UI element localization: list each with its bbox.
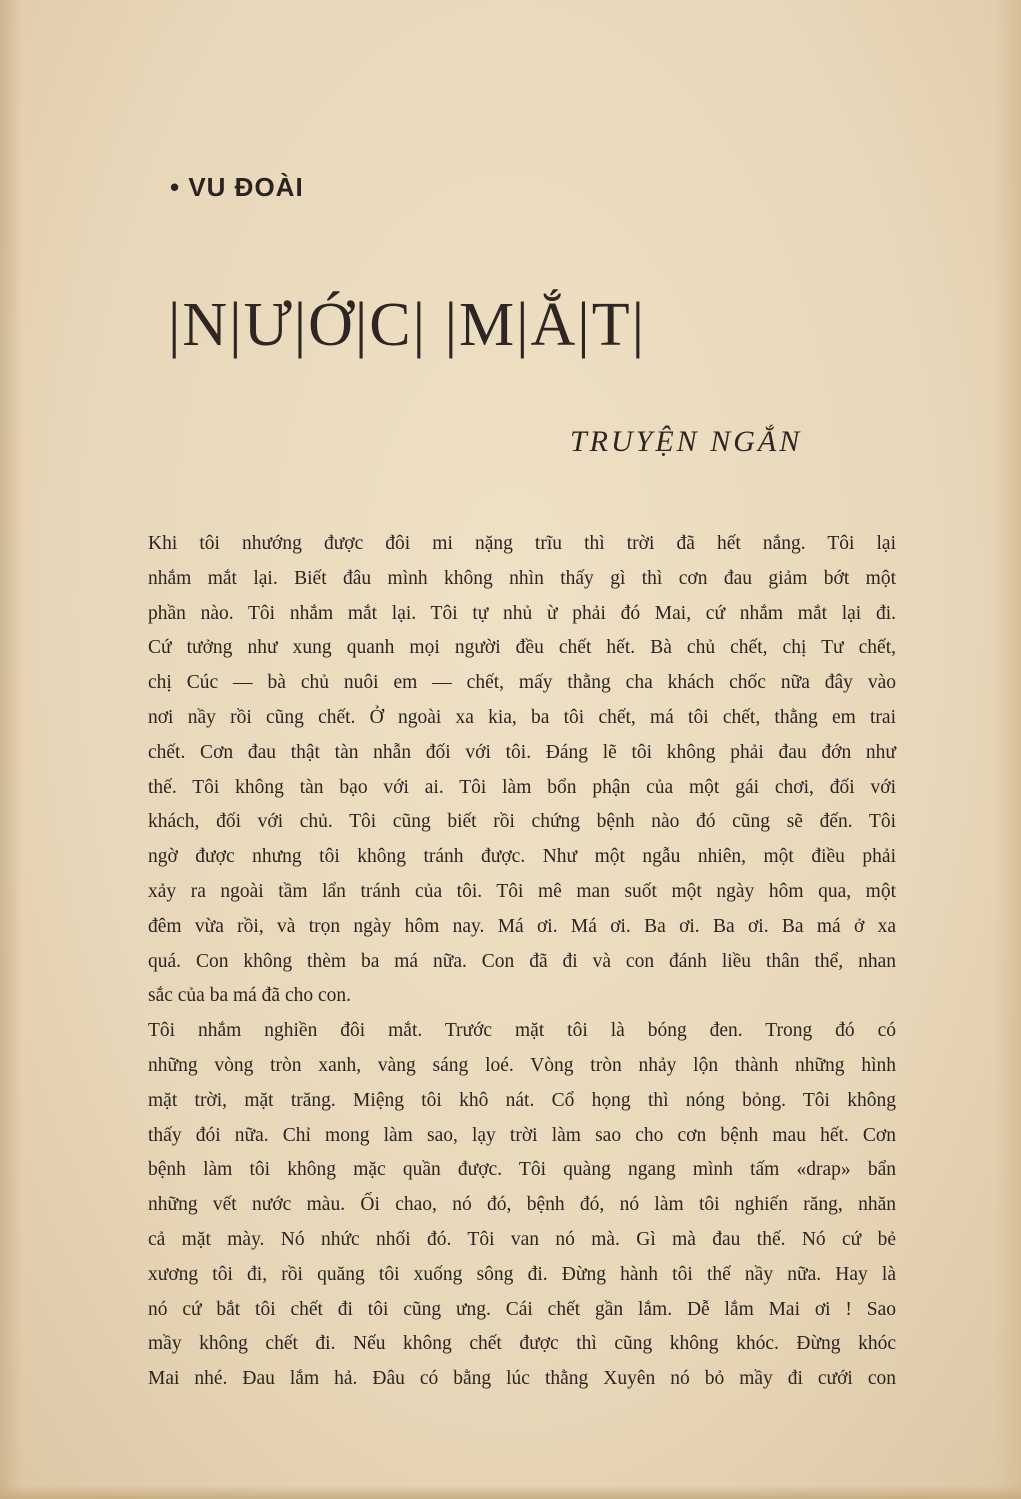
text-line: nó cứ bắt tôi chết đi tôi cũng ưng. Cái chết gần lắm. Dễ lắm Mai ơi ! Sao bbox=[148, 1298, 896, 1320]
text-line: bệnh làm tôi không mặc quần được. Tôi quàng ngang mình tấm «drap» bẩn bbox=[148, 1159, 896, 1181]
paragraph-1 bbox=[148, 527, 896, 1014]
text-line: Mai nhé. Đau lắm hả. Đâu có bằng lúc thằng Xuyên nó bỏ mầy đi cưới con bbox=[148, 1368, 896, 1390]
text-line: nhắm mắt lại. Biết đâu mình không nhìn thấy gì thì cơn đau giảm bớt một bbox=[148, 567, 896, 589]
author-name: • VU ĐOÀI bbox=[170, 172, 304, 202]
text-line: khách, đối với chủ. Tôi cũng biết rồi chứng bệnh nào đó cũng sẽ đến. Tôi bbox=[148, 811, 896, 833]
text-line: chị Cúc — bà chủ nuôi em — chết, mấy thằng cha khách chốc nữa đây vào bbox=[148, 672, 896, 694]
paragraph-2 bbox=[148, 1014, 896, 1397]
text-line: xảy ra ngoài tầm lẩn tránh của tôi. Tôi mê man suốt một ngày hôm qua, một bbox=[148, 880, 896, 902]
text-line: thấy đói nữa. Chỉ mong làm sao, lạy trời làm sao cho cơn bệnh mau hết. Cơn bbox=[148, 1124, 896, 1146]
story-subtitle: TRUYỆN NGẮN bbox=[570, 425, 803, 458]
text-line: nơi nầy rồi cũng chết. Ở ngoài xa kia, ba tôi chết, má tôi chết, thằng em trai bbox=[148, 706, 896, 728]
text-line: thế. Tôi không tàn bạo với ai. Tôi làm bổn phận của một gái chơi, đối với bbox=[148, 776, 896, 798]
text-line: Khi tôi nhướng được đôi mi nặng trĩu thì trời đã hết nắng. Tôi lại bbox=[148, 533, 896, 554]
text-line: xương tôi đi, rồi quăng tôi xuống sông đi. Đừng hành tôi thế nầy nữa. Hay là bbox=[148, 1263, 896, 1285]
text-line: Cứ tưởng như xung quanh mọi người đều chết hết. Bà chủ chết, chị Tư chết, bbox=[148, 637, 896, 659]
text-line: mặt trời, mặt trăng. Miệng tôi khô nát. Cổ họng thì nóng bỏng. Tôi không bbox=[148, 1089, 896, 1111]
page-edge-bottom bbox=[0, 1485, 1021, 1499]
text-line: cả mặt mày. Nó nhức nhối đó. Tôi van nó mà. Gì mà đau thế. Nó cứ bẻ bbox=[148, 1228, 896, 1250]
text-line: chết. Cơn đau thật tàn nhẫn đối với tôi. Đáng lẽ tôi không phải đau đớn như bbox=[148, 741, 896, 763]
text-line: quá. Con không thèm ba má nữa. Con đã đi và con đánh liều thân thể, nhan bbox=[148, 950, 896, 972]
text-line: mầy không chết đi. Nếu không chết được thì cũng không khóc. Đừng khóc bbox=[148, 1333, 896, 1355]
text-line: Tôi nhắm nghiền đôi mắt. Trước mặt tôi là bóng đen. Trong đó có bbox=[148, 1020, 896, 1042]
text-line: đêm vừa rồi, và trọn ngày hôm nay. Má ơi. Má ơi. Ba ơi. Ba ơi. Ba má ở xa bbox=[148, 915, 896, 937]
text-line: ngờ được nhưng tôi không tránh được. Như một ngẫu nhiên, một điều phải bbox=[148, 846, 896, 868]
text-line: phần nào. Tôi nhắm mắt lại. Tôi tự nhủ ừ phải đó Mai, cứ nhắm mắt lại đi. bbox=[148, 602, 896, 624]
text-line: những vết nước màu. Ối chao, nó đó, bệnh đó, nó làm tôi nghiến răng, nhăn bbox=[148, 1194, 896, 1216]
page-edge-right bbox=[995, 0, 1021, 1499]
page-edge-left bbox=[0, 0, 22, 1499]
text-line: sắc của ba má đã cho con. bbox=[148, 985, 352, 1007]
story-body bbox=[148, 527, 896, 1397]
text-line: những vòng tròn xanh, vàng sáng loé. Vòng tròn nhảy lộn thành những hình bbox=[148, 1054, 896, 1076]
story-title: |N|Ư|Ớ|C| |M|Ắ|T| bbox=[168, 291, 646, 359]
